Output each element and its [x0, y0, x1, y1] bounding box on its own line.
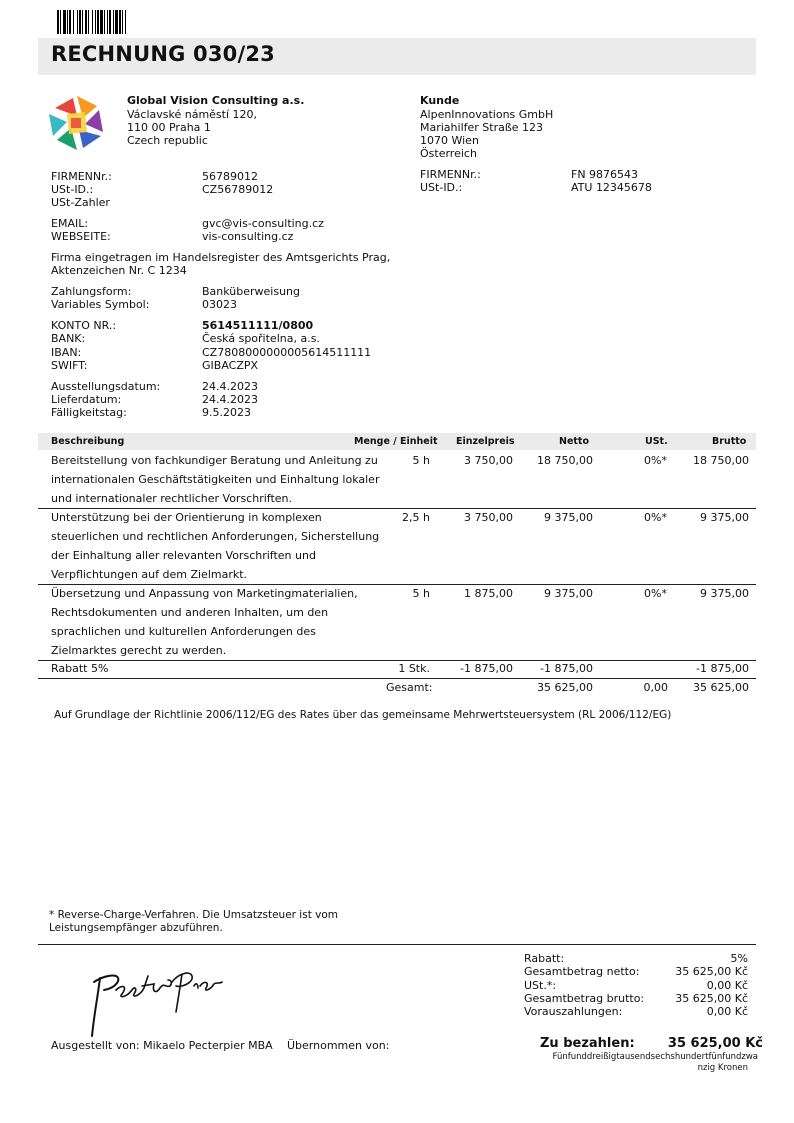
table-row-vat: 0%* — [644, 511, 667, 524]
table-row-desc: Rabatt 5% — [51, 662, 109, 675]
summary-brutto: 35 625,00 Kč — [675, 992, 748, 1005]
supplier-ustid: CZ56789012 — [202, 183, 274, 196]
web-link[interactable]: vis-consulting.cz — [202, 230, 294, 243]
company-logo — [47, 94, 105, 152]
iban-label: IBAN: — [51, 346, 82, 359]
supplier-country: Czech republic — [127, 134, 208, 147]
variable-symbol: 03023 — [202, 298, 237, 311]
customer-ustid: ATU 12345678 — [571, 181, 652, 194]
col-header-qty: Menge / Einheit — [354, 436, 438, 447]
amount-due: 35 625,00 Kč — [667, 1036, 763, 1051]
supplier-ustid-label: USt-ID.: — [51, 183, 94, 196]
summary-ust-label: USt.*: — [524, 979, 557, 992]
total-label: Gesamt: — [386, 681, 433, 694]
col-header-net: Netto — [559, 436, 590, 447]
table-row-desc: Unterstützung bei der Orientierung in komplexen steuerlichen und rechtlichen Anforderungen, Sicherstellung der Einhaltung aller relevanten Vorschriften und Verpflichtungen auf dem Zielmarkt. — [51, 511, 380, 581]
table-row-desc: Übersetzung und Anpassung von Marketingmaterialien, Rechtsdokumenten und anderen Inhalten, um den sprachlichen und kulturellen Anforderungen des Zielmarktes gerecht zu werden. — [51, 587, 358, 657]
summary-netto-label: Gesamtbetrag netto: — [524, 965, 640, 978]
received-by: Übernommen von: — [287, 1039, 390, 1052]
email-link[interactable]: gvc@vis-consulting.cz — [202, 217, 324, 230]
due-date-label: Fälligkeitstag: — [51, 406, 127, 419]
supplier-street: Václavské náměstí 120, — [127, 108, 258, 121]
customer-city: 1070 Wien — [420, 134, 479, 147]
delivery-date-label: Lieferdatum: — [51, 393, 122, 406]
register-line-2: Aktenzeichen Nr. C 1234 — [51, 264, 187, 277]
signature — [86, 960, 236, 1040]
customer-ustid-label: USt-ID.: — [420, 181, 463, 194]
register-line-1: Firma eingetragen im Handelsregister des Amtsgerichts Prag, — [51, 251, 391, 264]
summary-brutto-label: Gesamtbetrag brutto: — [524, 992, 645, 1005]
footnote-line-1: * Reverse-Charge-Verfahren. Die Umsatzsteuer ist vom — [49, 909, 339, 921]
table-row-gross: 9 375,00 — [700, 511, 749, 524]
variable-symbol-label: Variables Symbol: — [51, 298, 150, 311]
supplier-ust-zahler: USt-Zahler — [51, 196, 110, 209]
summary-voraus-label: Vorauszahlungen: — [524, 1005, 623, 1018]
amount-due-label: Zu bezahlen: — [540, 1036, 635, 1051]
summary-ust: 0,00 Kč — [706, 979, 748, 992]
customer-heading: Kunde — [420, 94, 460, 107]
invoice-title: RECHNUNG 030/23 — [51, 42, 275, 66]
supplier-name: Global Vision Consulting a.s. — [127, 94, 305, 107]
table-row-vat: 0%* — [644, 454, 667, 467]
payment-form: Banküberweisung — [202, 285, 301, 298]
summary-rabatt: 5% — [730, 952, 748, 965]
delivery-date: 24.4.2023 — [202, 393, 258, 406]
supplier-city: 110 00 Praha 1 — [127, 121, 211, 134]
swift-label: SWIFT: — [51, 359, 88, 372]
payment-form-label: Zahlungsform: — [51, 285, 132, 298]
konto-label: KONTO NR.: — [51, 319, 117, 332]
table-row-net: -1 875,00 — [540, 662, 593, 675]
amount-words-line-1: Fünfunddreißigtausendsechshundertfünfundzwa — [552, 1052, 758, 1062]
customer-firmennr: FN 9876543 — [571, 168, 639, 181]
table-row-qty: 2,5 h — [402, 511, 430, 524]
col-header-vat: USt. — [645, 436, 668, 447]
customer-name: AlpenInnovations GmbH — [420, 108, 554, 121]
bank-label: BANK: — [51, 332, 86, 345]
table-row-unit: -1 875,00 — [460, 662, 513, 675]
total-gross: 35 625,00 — [693, 681, 749, 694]
footnote-line-2: Leistungsempfänger abzuführen. — [49, 922, 223, 934]
customer-country: Österreich — [420, 147, 477, 160]
email-label: EMAIL: — [51, 217, 89, 230]
table-row-gross: -1 875,00 — [696, 662, 749, 675]
col-header-gross: Brutto — [712, 436, 747, 447]
issued-by: Ausgestellt von: Mikaelo Pecterpier MBA — [51, 1039, 273, 1052]
issue-date-label: Ausstellungsdatum: — [51, 380, 161, 393]
table-row-unit: 3 750,00 — [464, 454, 513, 467]
swift: GIBACZPX — [202, 359, 259, 372]
table-row-qty: 5 h — [412, 587, 430, 600]
col-header-desc: Beschreibung — [51, 436, 125, 447]
konto-number: 5614511111/0800 — [202, 319, 314, 332]
table-row-unit: 1 875,00 — [464, 587, 513, 600]
due-date: 9.5.2023 — [202, 406, 251, 419]
table-row-gross: 18 750,00 — [693, 454, 749, 467]
amount-words-line-2: nzig Kronen — [697, 1063, 748, 1073]
table-row-net: 9 375,00 — [544, 511, 593, 524]
table-row-unit: 3 750,00 — [464, 511, 513, 524]
supplier-firmennr-label: FIRMENNr.: — [51, 170, 112, 183]
issue-date: 24.4.2023 — [202, 380, 258, 393]
bank-name: Česká spořitelna, a.s. — [202, 332, 320, 345]
table-row-vat: 0%* — [644, 587, 667, 600]
web-label: WEBSEITE: — [51, 230, 111, 243]
table-row-net: 9 375,00 — [544, 587, 593, 600]
summary-voraus: 0,00 Kč — [706, 1005, 748, 1018]
iban: CZ7808000000005614511111 — [202, 346, 372, 359]
table-row-net: 18 750,00 — [537, 454, 593, 467]
customer-street: Mariahilfer Straße 123 — [420, 121, 544, 134]
footer-divider — [38, 944, 756, 945]
table-row-gross: 9 375,00 — [700, 587, 749, 600]
total-net: 35 625,00 — [537, 681, 593, 694]
table-row-qty: 5 h — [412, 454, 430, 467]
barcode — [57, 10, 161, 34]
supplier-firmennr: 56789012 — [202, 170, 258, 183]
table-row-qty: 1 Stk. — [398, 662, 430, 675]
summary-rabatt-label: Rabatt: — [524, 952, 565, 965]
col-header-unit: Einzelpreis — [456, 436, 515, 447]
table-row-desc: Bereitstellung von fachkundiger Beratung und Anleitung zu internationalen Geschäftstätigkeiten und Einhaltung lokaler und internationaler rechtlicher Vorschriften. — [51, 454, 380, 505]
customer-firmennr-label: FIRMENNr.: — [420, 168, 481, 181]
directive-note: Auf Grundlage der Richtlinie 2006/112/EG des Rates über das gemeinsame Mehrwertsteuersystem (RL 2006/112/EG) — [54, 709, 672, 721]
summary-netto: 35 625,00 Kč — [675, 965, 748, 978]
total-vat: 0,00 — [643, 681, 668, 694]
